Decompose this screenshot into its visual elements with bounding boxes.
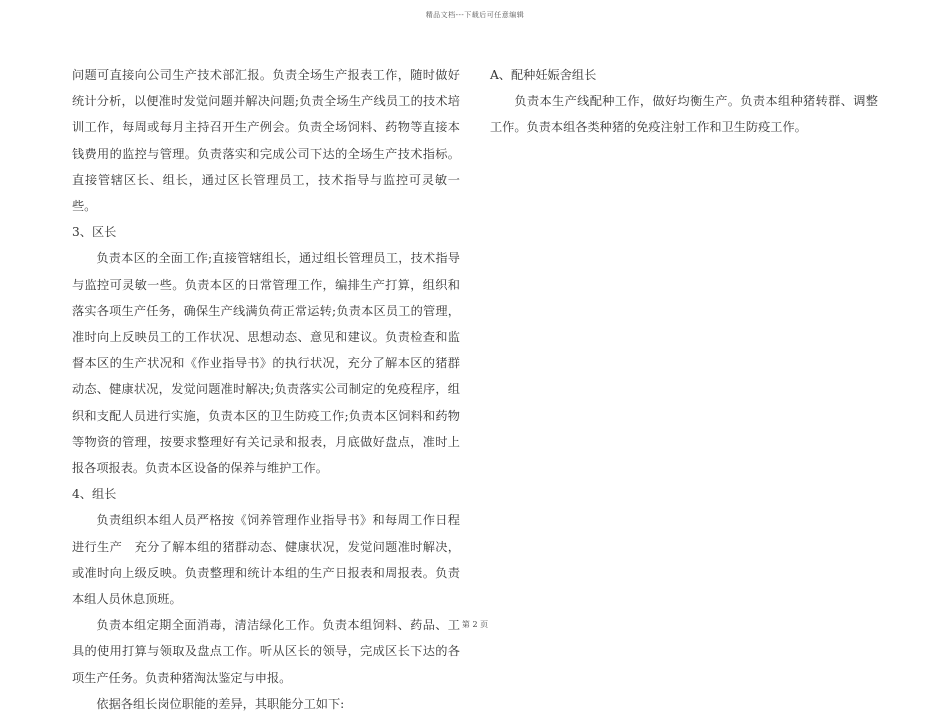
page-number: 第 2 页 bbox=[461, 620, 489, 629]
section-heading-district-manager: 3、区长 bbox=[72, 225, 117, 240]
paragraph-continuation: 问题可直接向公司生产技术部汇报。负责全场生产报表工作，随时做好统计分析，以便准时发觉问题并解决问题;负责全场生产线员工的技术培训工作，每周或每月主持召开生产例会。负责全场饲料、药物等直接本钱费用的监控与管理。负责落实和完成公司下达的全场生产技术指标。直接管辖区长、组长，通过区长管理员工，技术指导与监控可灵敏一些。 bbox=[72, 68, 460, 214]
paragraph-group-leader-2: 负责本组定期全面消毒，清洁绿化工作。负责本组饲料、药品、工具的使用打算与领取及盘点工作。听从区长的领导，完成区长下达的各项生产任务。负责种猪淘汰鉴定与申报。 bbox=[72, 618, 460, 685]
section-heading-group-leader: 4、组长 bbox=[72, 487, 117, 502]
paragraph-district-manager: 负责本区的全面工作;直接管辖组长，通过组长管理员工，技术指导与监控可灵敏一些。负责本区的日常管理工作，编排生产打算，组织和落实各项生产任务，确保生产线满负荷正常运转;负责本区员工的管理，准时向上反映员工的工作状况、思想动态、意见和建议。负责检查和监督本区的生产状况和《作业指导书》的执行状况，充分了解本区的猪群动态、健康状况，发觉问题准时解决;负责落实公司制定的免疫程序，组织和支配人员进行实施，负责本区的卫生防疫工作;负责本区饲料和药物等物资的管理，按要求整理好有关记录和报表，月底做好盘点，准时上报各项报表。负责本区设备的保养与维护工作。 bbox=[72, 251, 460, 476]
page-header: 精品文档---下载后可任意编辑 bbox=[425, 11, 525, 19]
paragraph-group-leader-3: 依据各组长岗位职能的差异，其职能分工如下: bbox=[96, 696, 345, 711]
right-column bbox=[490, 62, 878, 141]
section-heading-breeding-leader: A、配种妊娠舍组长 bbox=[490, 68, 597, 82]
paragraph-group-leader-1: 负责组织本组人员严格按《饲养管理作业指导书》和每周工作日程进行生产 充分了解本组的猪群动态、健康状况，发觉问题准时解决，或准时向上级反映。负责整理和统计本组的生产日报表和周报表。负责本组人员休息顶班。 bbox=[72, 513, 460, 607]
paragraph-breeding-leader: 负责本生产线配种工作，做好均衡生产。负责本组种猪转群、调整工作。负责本组各类种猪的免疫注射工作和卫生防疫工作。 bbox=[490, 94, 878, 135]
